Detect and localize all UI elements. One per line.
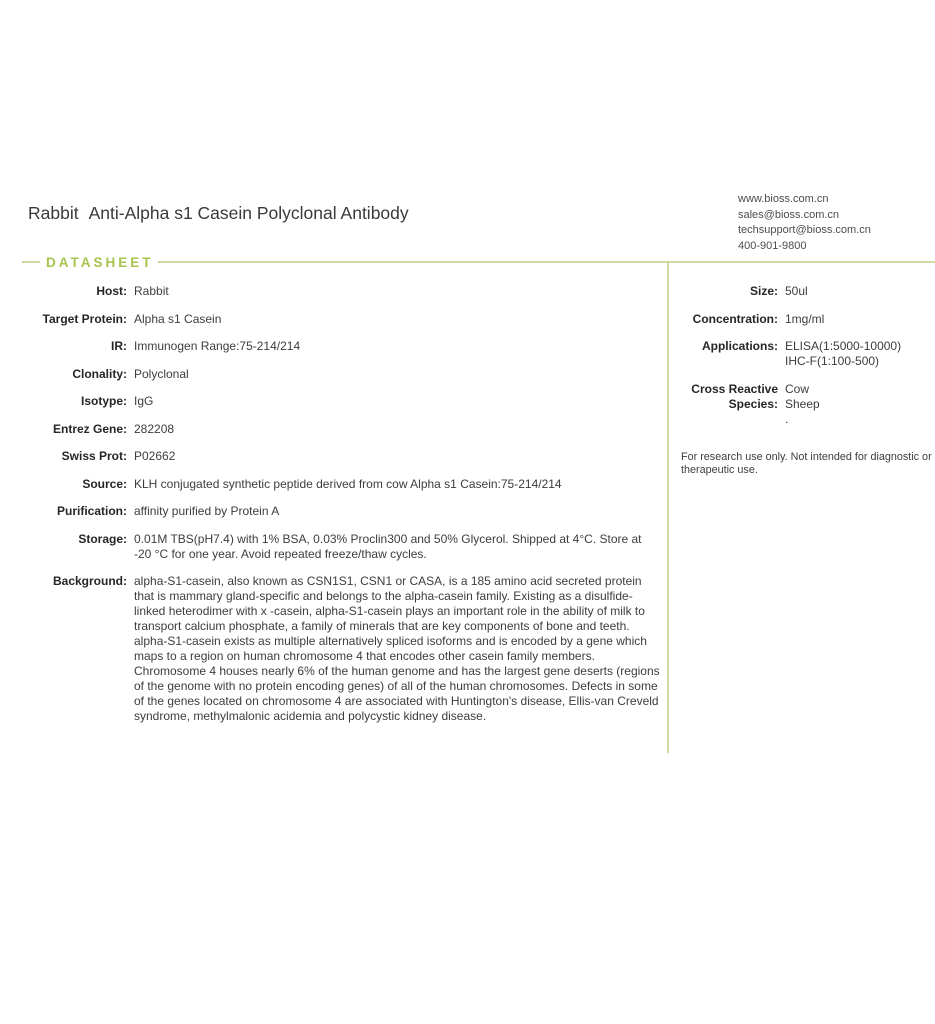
field-row-size: [672, 284, 935, 299]
field-label-source: Source:: [82, 476, 127, 491]
field-label-ir: IR:: [111, 339, 127, 353]
contact-phone: 400-901-9800: [738, 239, 807, 252]
field-label-target-protein: Target Protein:: [42, 311, 127, 326]
field-row-background: [22, 574, 662, 724]
field-row-clonality: [22, 367, 662, 382]
field-label-background: Background:: [52, 574, 127, 588]
contact-sales-email: sales@bioss.com.cn: [738, 208, 840, 221]
field-value-host: Rabbit: [134, 284, 169, 298]
applications-line-ihcf: IHC-F(1:100-500): [785, 354, 880, 368]
field-row-source: [22, 477, 662, 492]
contact-website: www.bioss.com.cn: [738, 193, 829, 205]
datasheet-heading-label: DATASHEET: [46, 254, 154, 270]
field-label-entrez-gene: Entrez Gene:: [52, 421, 127, 436]
contact-block: [738, 192, 871, 254]
research-use-note: [681, 451, 932, 476]
field-row-swiss-prot: [22, 449, 662, 464]
field-label-host: Host:: [96, 284, 127, 298]
field-row-concentration: [672, 312, 935, 327]
field-value-ir: Immunogen Range:75-214/214: [134, 339, 301, 353]
species-line-dot: .: [785, 411, 789, 426]
field-label-purification: Purification:: [56, 504, 127, 518]
field-row-cross-reactive-species: [672, 382, 935, 427]
research-use-note-line2: therapeutic use.: [681, 463, 758, 476]
field-row-host: [22, 284, 662, 299]
heading-dash: [22, 261, 40, 263]
field-label-clonality: Clonality:: [72, 366, 127, 381]
field-value-clonality: Polyclonal: [134, 366, 189, 381]
contact-techsupport-email: techsupport@bioss.com.cn: [738, 224, 871, 236]
swiss-prot-link[interactable]: P02662: [134, 449, 176, 463]
species-line-sheep: Sheep: [785, 396, 820, 411]
right-column: [672, 284, 935, 439]
left-column: [22, 284, 662, 737]
field-row-applications: [672, 339, 935, 369]
heading-rule: [158, 261, 935, 263]
field-label-applications: Applications:: [701, 339, 778, 353]
field-row-target-protein: [22, 312, 662, 327]
research-use-note-line1: For research use only. Not intended for diagnostic or: [681, 451, 932, 463]
field-value-target-protein: Alpha s1 Casein: [134, 311, 222, 326]
field-value-size: 50ul: [785, 284, 808, 298]
field-value-cross-reactive-species: [785, 382, 820, 427]
field-row-purification: [22, 504, 662, 519]
field-label-cross-reactive-species: Cross Reactive Species:: [691, 381, 778, 411]
field-row-isotype: [22, 394, 662, 409]
species-line-cow: Cow: [785, 381, 810, 396]
entrez-gene-link[interactable]: 282208: [134, 421, 175, 436]
field-value-isotype: IgG: [134, 394, 154, 408]
field-value-background: alpha-S1-casein, also known as CSN1S1, CSN1 or CASA, is a 185 amino acid secreted protein that is mammary gland-specific and belongs to the alpha-casein family. Existing as a disulfide-linked heterodimer with x -casein, alpha-S1-casein plays an important role in the ability of milk to transport calcium phosphate, a family of minerals that are key components of bone and teeth. alpha-S1-casein exists as multiple alternatively spliced isoforms and is encoded by a gene which maps to a region on human chromosome 4 that encodes other casein family members. Chromosome 4 houses nearly 6% of the human genome and has the largest gene deserts (regions of the genome with no protein encoding genes) of all of the human chromosomes. Defects in some of the genes located on chromosome 4 are associated with Huntington's disease, Ellis-van Creveld syndrome, methylmalonic acidemia and polycystic kidney disease.: [134, 574, 660, 723]
column-divider: [667, 263, 669, 753]
field-label-swiss-prot: Swiss Prot:: [61, 449, 127, 463]
field-value-concentration: 1mg/ml: [785, 311, 825, 326]
field-value-source: KLH conjugated synthetic peptide derived from cow Alpha s1 Casein:75-214/214: [134, 476, 562, 491]
field-label-size: Size:: [749, 284, 778, 298]
field-row-storage: [22, 532, 662, 562]
field-label-concentration: Concentration:: [692, 311, 778, 326]
field-value-applications: [785, 339, 901, 369]
field-row-ir: [22, 339, 662, 354]
field-label-isotype: Isotype:: [80, 394, 127, 408]
applications-line-elisa: ELISA(1:5000-10000): [785, 339, 902, 353]
title-host-part: Rabbit: [28, 203, 79, 223]
field-value-purification: affinity purified by Protein A: [134, 504, 280, 518]
datasheet-heading: [22, 253, 935, 271]
field-label-storage: Storage:: [78, 531, 127, 546]
title-antibody-part: Anti-Alpha s1 Casein Polyclonal Antibody: [88, 203, 409, 223]
page-title: [28, 203, 409, 224]
field-row-entrez-gene: [22, 422, 662, 437]
field-value-storage: 0.01M TBS(pH7.4) with 1% BSA, 0.03% Proclin300 and 50% Glycerol. Shipped at 4°C. Store at -20 °C for one year. Avoid repeated freeze/thaw cycles.: [134, 531, 642, 561]
